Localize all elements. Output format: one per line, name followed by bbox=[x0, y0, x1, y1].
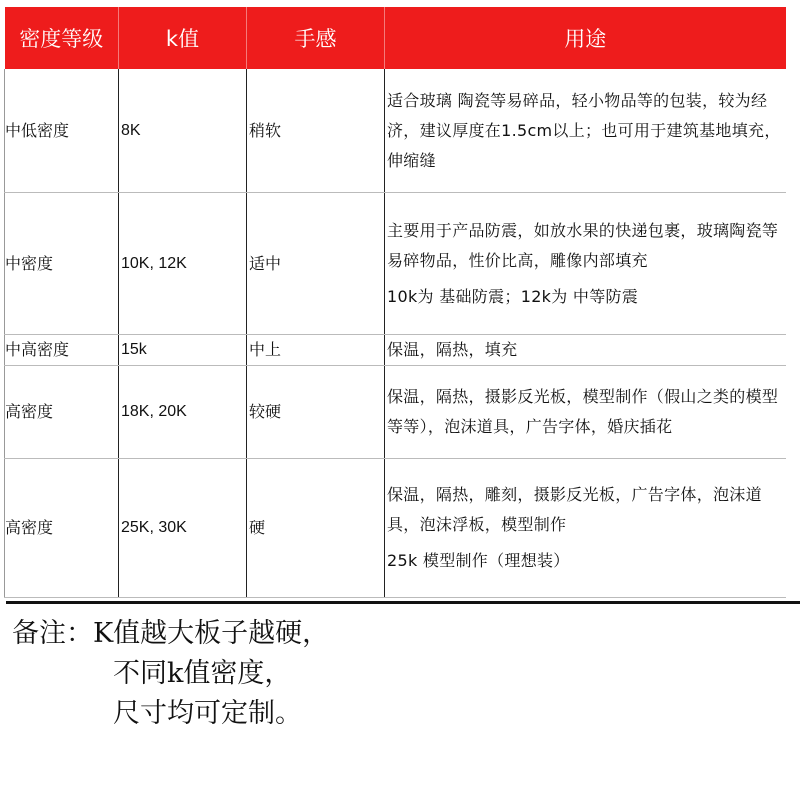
density-spec-table bbox=[4, 7, 786, 598]
header-feel: 手感 bbox=[247, 7, 385, 69]
cell-density-grade: 高密度 bbox=[5, 366, 119, 459]
cell-k-value: 25K, 30K bbox=[119, 459, 247, 598]
cell-usage bbox=[385, 69, 786, 193]
usage-text: 保温，隔热，雕刻，摄影反光板，广告字体，泡沫道具，泡沫浮板，模型制作 bbox=[387, 485, 762, 534]
density-spec-table-wrapper bbox=[4, 7, 785, 598]
usage-note: 10k为 基础防震；12k为 中等防震 bbox=[387, 286, 639, 306]
cell-feel: 较硬 bbox=[247, 366, 385, 459]
table-row bbox=[5, 366, 786, 459]
cell-usage bbox=[385, 459, 786, 598]
cell-feel: 稍软 bbox=[247, 69, 385, 193]
usage-text: 保温，隔热，摄影反光板，模型制作（假山之类的模型等等），泡沫道具，广告字体，婚庆插花 bbox=[387, 387, 779, 436]
cell-feel: 中上 bbox=[247, 335, 385, 366]
table-row bbox=[5, 193, 786, 335]
cell-feel: 适中 bbox=[247, 193, 385, 335]
cell-density-grade: 中低密度 bbox=[5, 69, 119, 193]
cell-usage bbox=[385, 335, 786, 366]
cell-usage bbox=[385, 193, 786, 335]
remarks-line-3: 尺寸均可定制。 bbox=[113, 698, 302, 729]
table-row bbox=[5, 335, 786, 366]
cell-usage bbox=[385, 366, 786, 459]
remarks-line-2: 不同k值密度， bbox=[113, 658, 292, 689]
cell-density-grade: 中密度 bbox=[5, 193, 119, 335]
remarks-note bbox=[12, 614, 329, 734]
usage-text: 保温，隔热，填充 bbox=[387, 340, 518, 359]
cell-feel: 硬 bbox=[247, 459, 385, 598]
usage-text: 主要用于产品防震，如放水果的快递包裹，玻璃陶瓷等易碎物品，性价比高，雕像内部填充 bbox=[387, 220, 779, 270]
table-row bbox=[5, 459, 786, 598]
cell-density-grade: 中高密度 bbox=[5, 335, 119, 366]
cell-k-value: 8K bbox=[119, 69, 247, 193]
cell-density-grade: 高密度 bbox=[5, 459, 119, 598]
cell-k-value: 15k bbox=[119, 335, 247, 366]
header-k-value: k值 bbox=[119, 7, 247, 69]
usage-note: 25k 模型制作（理想装） bbox=[387, 551, 570, 570]
remarks-line-1: 备注：K值越大板子越硬， bbox=[12, 618, 330, 649]
cell-k-value: 10K, 12K bbox=[119, 193, 247, 335]
table-header-row bbox=[5, 7, 786, 69]
table-bottom-rule bbox=[6, 601, 800, 604]
cell-k-value: 18K, 20K bbox=[119, 366, 247, 459]
header-usage: 用途 bbox=[385, 7, 786, 69]
usage-text: 适合玻璃 陶瓷等易碎品，轻小物品等的包装，较为经济，建议厚度在1.5cm以上；也可用于建筑基地填充，伸缩缝 bbox=[387, 90, 781, 170]
header-density-grade: 密度等级 bbox=[5, 7, 119, 69]
table-row bbox=[5, 69, 786, 193]
